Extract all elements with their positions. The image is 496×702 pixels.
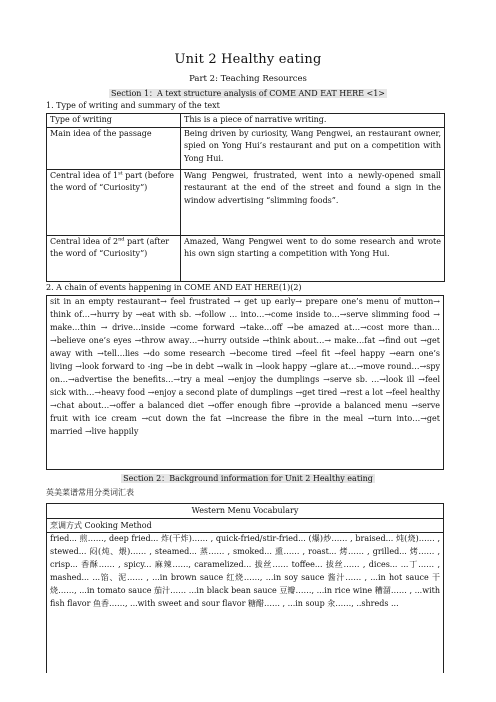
- table-row: [47, 114, 445, 128]
- row-value: This is a piece of narrative writing.: [181, 114, 445, 128]
- row-label: Central idea of 1st part (before the word of “Curiosity”): [47, 170, 181, 236]
- row-label: Main idea of the passage: [47, 128, 181, 170]
- section1-item2: 2. A chain of events happening in COME AND EAT HERE(1)(2): [46, 283, 302, 292]
- section2-heading: Section 2：Background information for Unit 2 Healthy eating: [123, 474, 373, 483]
- menu-vocab-table: [46, 503, 444, 673]
- section1-item1: 1. Type of writing and summary of the text: [46, 101, 220, 110]
- table-row: [47, 170, 445, 236]
- cooking-vocab: fried... 煎……, deep fried... 炸(干炸)…… , quick-fried/stir-fried... (爆)炒…… , braised... 炖(烧)…… , stewed... 闷(炖、煨)…… , steamed... 蒸…… , smoked... 熏…… , roast... 烤…… , grilled... 烤…… , crisp... 香酥…… , spicy... 麻辣……, caramelized... 拔丝…… toffee... 拔丝…… , dices... ...丁…… , mashed... ...馅、泥…… , ...in brown sauce 红烧……, ...in soy sauce 酱汁…… , ...in hot sauce 干烧……, ...in tomato sauce 茄汁…… ...in black bean sauce 豆瓣……, ...in rice wine 糟溜…… , ...with fish flavor 鱼香……, ...with sweet and sour flavor 糖醋…… , ...in soup 汆……, ..shreds ...: [46, 533, 444, 673]
- table-row: [47, 128, 445, 170]
- row-label: Central idea of 2nd part (after the word of “Curiosity”): [47, 236, 181, 282]
- row-value: Being driven by curiosity, Wang Pengwei, an restaurant owner, spied on Yong Hui’s restaurant and put on a competition with Yong Hui.: [181, 128, 445, 170]
- table-row: [47, 236, 445, 282]
- row-value: Amazed, Wang Pengwei went to do some research and wrote his own sign starting a competition with Yong Hui.: [181, 236, 445, 282]
- menu-title: Western Menu Vocabulary: [46, 503, 444, 518]
- page-title: Unit 2 Healthy eating: [174, 52, 322, 67]
- row-value: Wang Pengwei, frustrated, went into a newly-opened small restaurant at the end of the street and found a sign in the window advertising “slimming foods”.: [181, 170, 445, 236]
- summary-table: [46, 113, 445, 282]
- section1-heading: Section 1：A text structure analysis of COME AND EAT HERE <1>: [110, 89, 386, 98]
- event-chain: sit in an empty restaurant→ feel frustrated → get up early→ prepare one’s menu of mutton→ think of…→hurry by →eat with sb. →follow … into…→come inside to…→serve slimming food → make…thin → drive…inside →come forward →take…off →be amazed at…→cost more than…→believe one’s eyes →throw away…→hurry outside →think about…→ make…fat →find out →get away with →tell…lies →do some research →become tired →feel fit →feel happy →earn one’s living →look forward to -ing →be in debt →walk in →look happy →glare at…→move round…→spy on…→advertise the benefits…→try a meal →enjoy the dumplings →serve sb. …→look ill →feel sick with…→heavy food →enjoy a second plate of dumplings →get tired →rest a lot →feel healthy →chat about…→offer a balanced diet →offer enough fibre →provide a balanced menu →serve fruit with ice cream →cut down the fat →increase the fibre in the meal →turn into…→get married →live happily: [46, 295, 444, 470]
- row-label: Type of writing: [47, 114, 181, 128]
- cooking-method-label: 烹调方式 Cooking Method: [46, 518, 444, 533]
- page-subtitle: Part 2: Teaching Resources: [189, 74, 307, 84]
- section2-intro: 英美菜谱常用分类词汇表: [46, 488, 134, 497]
